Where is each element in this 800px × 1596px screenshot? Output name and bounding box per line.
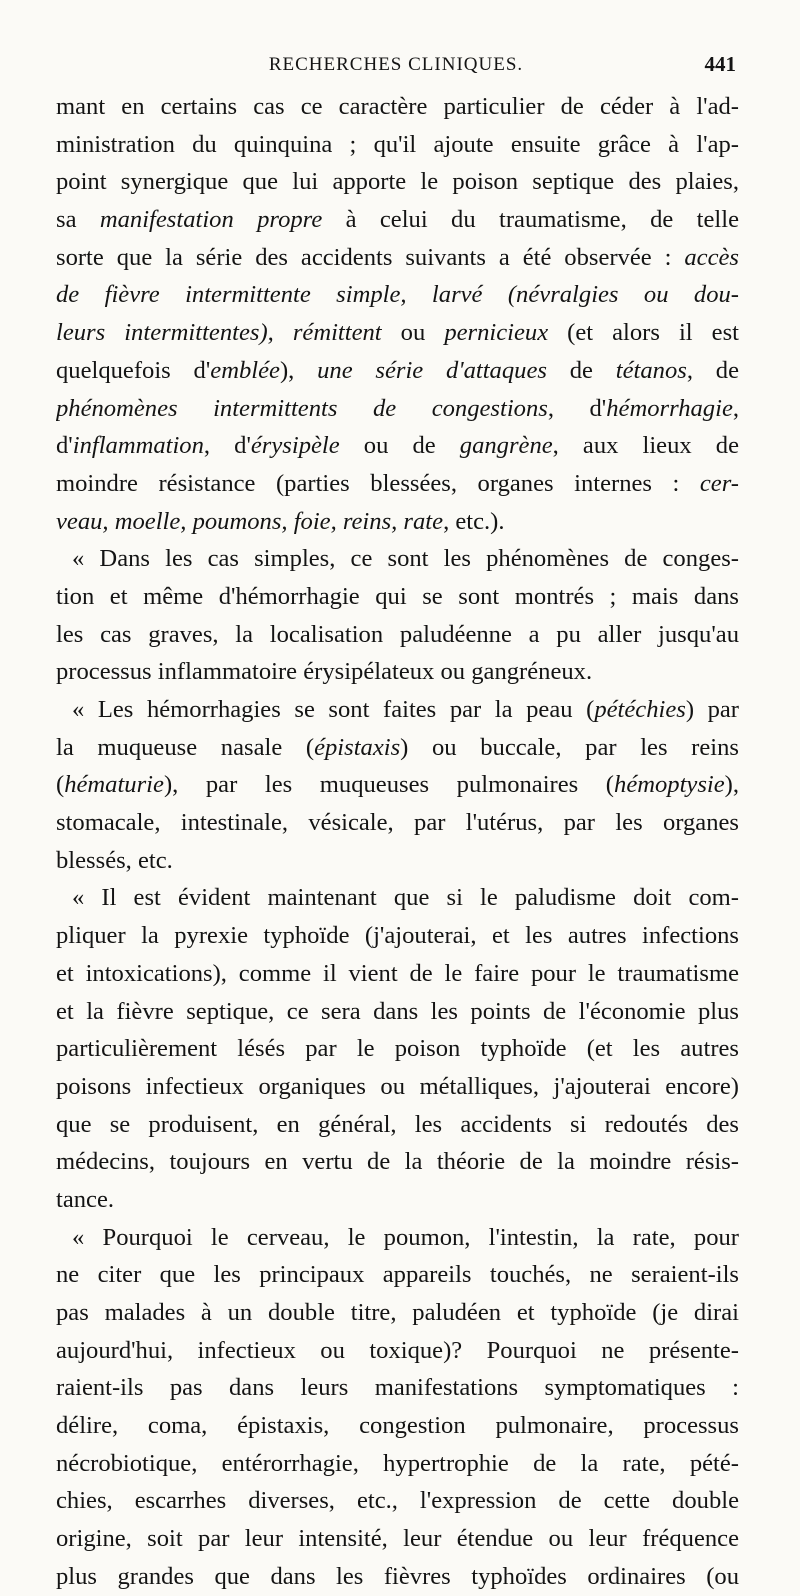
text-line: moindre résistance (parties blessées, organes internes : cer-: [56, 469, 739, 497]
text-line: médecins, toujours en vertu de la théorie de la moindre résis-: [56, 1148, 739, 1176]
text-line: blessés, etc.: [56, 846, 173, 874]
text-line: phénomènes intermittents de congestions, d'hémorrhagie,: [56, 394, 739, 422]
text-line: la muqueuse nasale (épistaxis) ou buccale, par les reins: [56, 733, 739, 761]
text-line: que se produisent, en général, les accidents si redoutés des: [56, 1110, 739, 1138]
text-line: « Il est évident maintenant que si le paludisme doit com-: [72, 884, 739, 912]
text-line: stomacale, intestinale, vésicale, par l'utérus, par les organes: [56, 809, 739, 837]
text-line: plus grandes que dans les fièvres typhoïdes ordinaires (ou: [56, 1562, 739, 1590]
text-line: d'inflammation, d'érysipèle ou de gangrène, aux lieux de: [56, 432, 739, 460]
text-line: raient-ils pas dans leurs manifestations symptomatiques :: [56, 1374, 739, 1402]
text-line: « Les hémorrhagies se sont faites par la peau (pétéchies) par: [72, 696, 739, 723]
text-line: pas malades à un double titre, paludéen et typhoïde (je dirai: [56, 1299, 739, 1326]
text-line: chies, escarrhes diverses, etc., l'expression de cette double: [56, 1487, 739, 1515]
text-line: de fièvre intermittente simple, larvé (névralgies ou dou-: [56, 281, 739, 309]
page-header: [56, 48, 736, 82]
text-line: « Dans les cas simples, ce sont les phénomènes de conges-: [72, 545, 739, 573]
text-line: origine, soit par leur intensité, leur étendue ou leur fréquence: [56, 1525, 739, 1553]
text-line: ministration du quinquina ; qu'il ajoute ensuite grâce à l'ap-: [56, 130, 739, 158]
text-line: quelquefois d'emblée), une série d'attaques de tétanos, de: [56, 356, 739, 384]
text-line: veau, moelle, poumons, foie, reins, rate, etc.).: [56, 507, 505, 535]
running-title: RECHERCHES CLINIQUES.: [268, 54, 524, 75]
text-line: aujourd'hui, infectieux ou toxique)? Pourquoi ne présente-: [56, 1336, 739, 1364]
text-line: sa manifestation propre à celui du traumatisme, de telle: [56, 206, 739, 234]
page-number: 441: [704, 52, 736, 76]
text-line: et intoxications), comme il vient de le faire pour le traumatisme: [56, 959, 739, 987]
text-line: (hématurie), par les muqueuses pulmonaires (hémoptysie),: [56, 771, 739, 799]
text-line: processus inflammatoire érysipélateux ou gangréneux.: [56, 658, 593, 686]
text-line: « Pourquoi le cerveau, le poumon, l'intestin, la rate, pour: [72, 1223, 739, 1251]
text-line: les cas graves, la localisation paludéenne a pu aller jusqu'au: [56, 620, 739, 648]
text-line: et la fièvre septique, ce sera dans les points de l'économie plus: [56, 997, 739, 1025]
text-line: pliquer la pyrexie typhoïde (j'ajouterai, et les autres infections: [56, 922, 739, 950]
text-line: tance.: [56, 1185, 115, 1213]
text-line: sorte que la série des accidents suivants a été observée : accès: [56, 243, 739, 271]
text-line: mant en certains cas ce caractère particulier de céder à l'ad-: [56, 93, 739, 120]
text-line: délire, coma, épistaxis, congestion pulmonaire, processus: [56, 1412, 739, 1440]
text-line: ne citer que les principaux appareils touchés, ne seraient-ils: [56, 1261, 739, 1289]
text-line: particulièrement lésés par le poison typhoïde (et les autres: [56, 1035, 739, 1063]
text-line: nécrobiotique, entérorrhagie, hypertrophie de la rate, pété-: [56, 1449, 739, 1477]
text-line: point synergique que lui apporte le poison septique des plaies,: [56, 168, 739, 196]
text-line: tion et même d'hémorrhagie qui se sont montrés ; mais dans: [56, 582, 739, 610]
text-line: leurs intermittentes), rémittent ou pernicieux (et alors il est: [56, 319, 739, 347]
text-line: poisons infectieux organiques ou métalliques, j'ajouterai encore): [56, 1072, 739, 1100]
body-text: [56, 88, 739, 1596]
